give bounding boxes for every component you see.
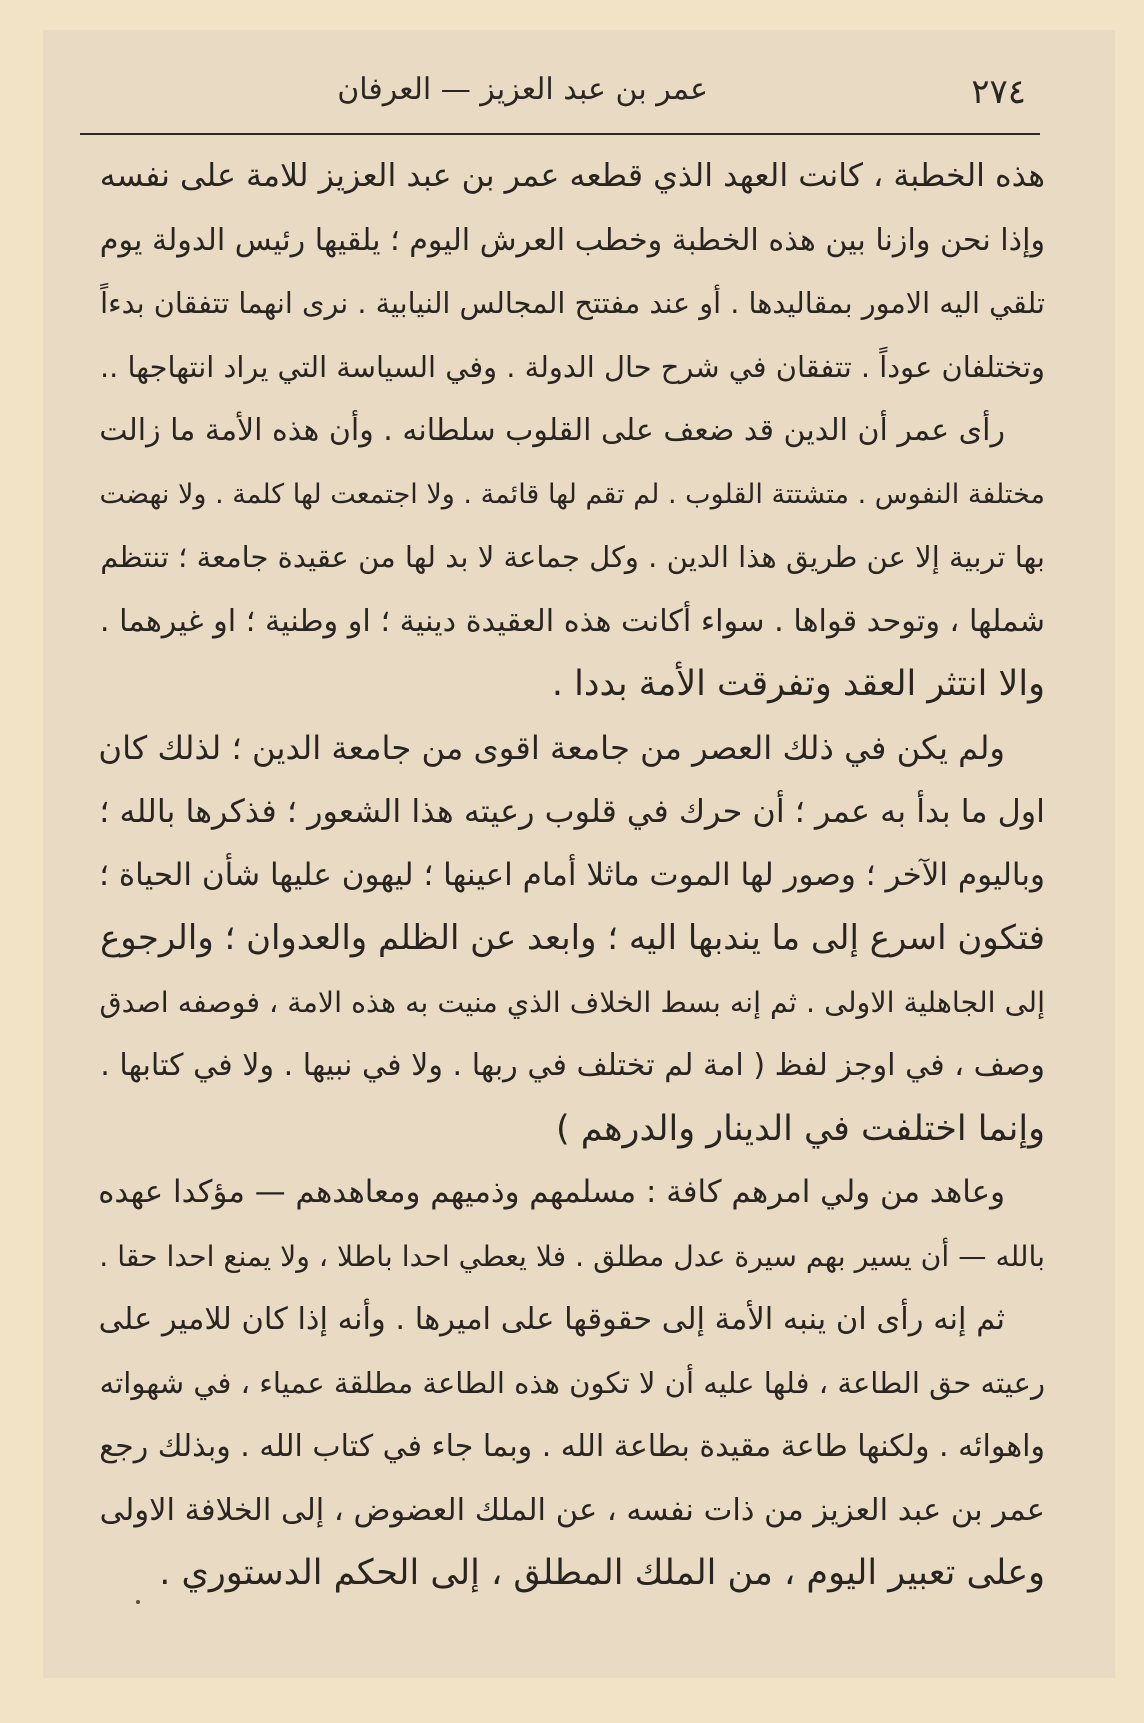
page-number: ٢٧٤ xyxy=(971,72,1026,112)
text-line: مختلفة النفوس . متشتتة القلوب . لم تقم لها قائمة . ولا اجتمعت لها كلمة . ولا نهضت xyxy=(99,478,1045,510)
text-line: وباليوم الآخر ؛ وصور لها الموت ماثلا أمام اعينها ؛ ليهون عليها شأن الحياة ؛ xyxy=(99,856,1045,893)
text-line: ولم يكن في ذلك العصر من جامعة اقوى من جامعة الدين ؛ لذلك كان xyxy=(98,728,1005,767)
ink-speck xyxy=(136,1600,140,1604)
page-header xyxy=(48,50,1048,120)
text-line: رعيته حق الطاعة ، فلها عليه أن لا تكون هذه الطاعة مطلقة عمياء ، في شهواته xyxy=(99,1365,1045,1400)
header-rule xyxy=(80,133,1040,135)
text-line: رأى عمر أن الدين قد ضعف على القلوب سلطانه . وأن هذه الأمة ما زالت xyxy=(99,413,1005,448)
body-text xyxy=(80,145,1045,1606)
text-line: وعلى تعبير اليوم ، من الملك المطلق ، إلى الحكم الدستوري . xyxy=(159,1553,1045,1593)
text-line: إلى الجاهلية الاولى . ثم إنه بسط الخلاف الذي منيت به هذه الامة ، فوصفه اصدق xyxy=(99,985,1045,1019)
text-line: عمر بن عبد العزيز من ذات نفسه ، عن الملك العضوض ، إلى الخلافة الاولى xyxy=(99,1492,1045,1528)
text-line: هذه الخطبة ، كانت العهد الذي قطعه عمر بن عبد العزيز للامة على نفسه xyxy=(99,158,1045,194)
text-line: بها تربية إلا عن طريق هذا الدين . وكل جماعة لا بد لها من عقيدة جامعة ؛ تنتظم xyxy=(100,540,1045,574)
text-line: شملها ، وتوحد قواها . سواء أكانت هذه العقيدة دينية ؛ او وطنية ؛ او غيرهما . xyxy=(99,603,1045,639)
text-line: واهوائه . ولكنها طاعة مقيدة بطاعة الله . وبما جاء في كتاب الله . وبذلك رجع xyxy=(99,1429,1045,1464)
text-line: ثم إنه رأى ان ينبه الأمة إلى حقوقها على اميرها . وأنه إذا كان للامير على xyxy=(98,1302,1005,1337)
text-line: اول ما بدأ به عمر ؛ أن حرك في قلوب رعيته هذا الشعور ؛ فذكرها بالله ؛ xyxy=(99,792,1045,830)
text-line: وتختلفان عوداً . تتفقان في شرح حال الدولة . وفي السياسة التي يراد انتهاجها .. xyxy=(99,349,1045,384)
text-line: وصف ، في اوجز لفظ ( امة لم تختلف في ربها . ولا في نبيها . ولا في كتابها . xyxy=(100,1048,1045,1083)
text-line: فتكون اسرع إلى ما يندبها اليه ؛ وابعد عن الظلم والعدوان ؛ والرجوع xyxy=(100,918,1045,958)
text-line: وإنما اختلفت في الدينار والدرهم ) xyxy=(556,1108,1045,1149)
text-line: وإذا نحن وازنا بين هذه الخطبة وخطب العرش اليوم ؛ يلقيها رئيس الدولة يوم xyxy=(99,222,1045,258)
text-line: وعاهد من ولي امرهم كافة : مسلمهم وذميهم ومعاهدهم — مؤكدا عهده xyxy=(98,1174,1005,1210)
text-line: بالله — أن يسير بهم سيرة عدل مطلق . فلا يعطي احدا باطلا ، ولا يمنع احدا حقا . xyxy=(99,1239,1045,1273)
text-line: تلقي اليه الامور بمقاليدها . أو عند مفتتح المجالس النيابية . نرى انهما تتفقان بدءاً xyxy=(100,286,1045,320)
running-head: عمر بن عبد العزيز — العرفان xyxy=(337,72,708,107)
text-line: والا انتثر العقد وتفرقت الأمة بددا . xyxy=(551,664,1045,704)
